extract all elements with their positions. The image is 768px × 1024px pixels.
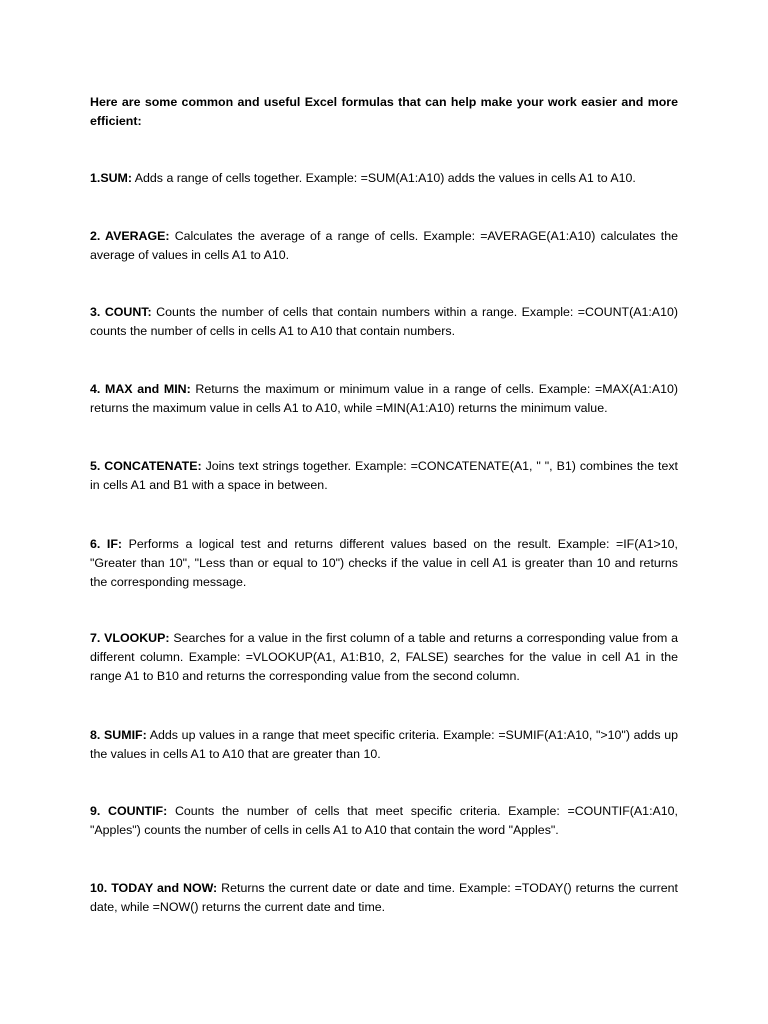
formula-description: Adds a range of cells together. Example: =SUM(A1:A10) adds the values in cells A1 to A10.: [132, 171, 636, 185]
formula-term: 4. MAX and MIN:: [90, 382, 191, 396]
formula-term: 3. COUNT:: [90, 305, 152, 319]
formula-term: 7. VLOOKUP:: [90, 631, 170, 645]
formula-item-average: [90, 227, 678, 265]
formula-item-max-min: [90, 380, 678, 418]
formula-term: 5. CONCATENATE:: [90, 459, 202, 473]
formula-description: Calculates the average of a range of cells. Example: =AVERAGE(A1:A10) calculates the average of values in cells A1 to A10.: [90, 229, 678, 263]
intro-paragraph: Here are some common and useful Excel formulas that can help make your work easier and more efficient:: [90, 95, 678, 128]
formula-term: 2. AVERAGE:: [90, 229, 170, 243]
formula-item-count: [90, 303, 678, 341]
formula-term: 10. TODAY and NOW:: [90, 881, 218, 895]
formula-item-vlookup: [90, 629, 678, 687]
formula-term: 6. IF:: [90, 537, 123, 551]
formula-item-today-now: [90, 879, 678, 917]
formula-description: Adds up values in a range that meet specific criteria. Example: =SUMIF(A1:A10, ">10") adds up the values in cells A1 to A10 that are greater than 10.: [90, 728, 679, 762]
formula-term: 8. SUMIF:: [90, 728, 147, 742]
formula-term: 9. COUNTIF:: [90, 804, 168, 818]
formula-item-sumif: [90, 726, 678, 764]
formula-item-sum: [90, 169, 678, 188]
formula-item-countif: [90, 802, 678, 840]
formula-description: Searches for a value in the first column of a table and returns a corresponding value from a different column. Example: =VLOOKUP(A1, A1:B10, 2, FALSE) searches for the value in cell A1 in the range A1 to B10 and returns the corresponding value from the second column.: [90, 631, 679, 684]
formula-item-concatenate: [90, 457, 678, 495]
formula-description: Joins text strings together. Example: =CONCATENATE(A1, " ", B1) combines the text in cells A1 and B1 with a space in between.: [90, 459, 678, 493]
formula-description: Returns the current date or date and time. Example: =TODAY() returns the current date, while =NOW() returns the current date and time.: [90, 881, 678, 915]
formula-description: Counts the number of cells that contain numbers within a range. Example: =COUNT(A1:A10) counts the number of cells in cells A1 to A10 that contain numbers.: [90, 305, 678, 339]
formula-description: Returns the maximum or minimum value in a range of cells. Example: =MAX(A1:A10) returns the maximum value in cells A1 to A10, while =MIN(A1:A10) returns the minimum value.: [90, 382, 678, 416]
formula-term: 1.SUM:: [90, 171, 132, 185]
formula-description: Counts the number of cells that meet specific criteria. Example: =COUNTIF(A1:A10, "Apples") counts the number of cells in cells A1 to A10 that contain the word "Apples".: [90, 804, 678, 838]
formula-description: Performs a logical test and returns different values based on the result. Example: =IF(A1>10, "Greater than 10", "Less than or equal to 10") checks if the value in cell A1 is greater than 10 and returns the corresponding message.: [90, 537, 678, 590]
formula-item-if: [90, 535, 678, 593]
